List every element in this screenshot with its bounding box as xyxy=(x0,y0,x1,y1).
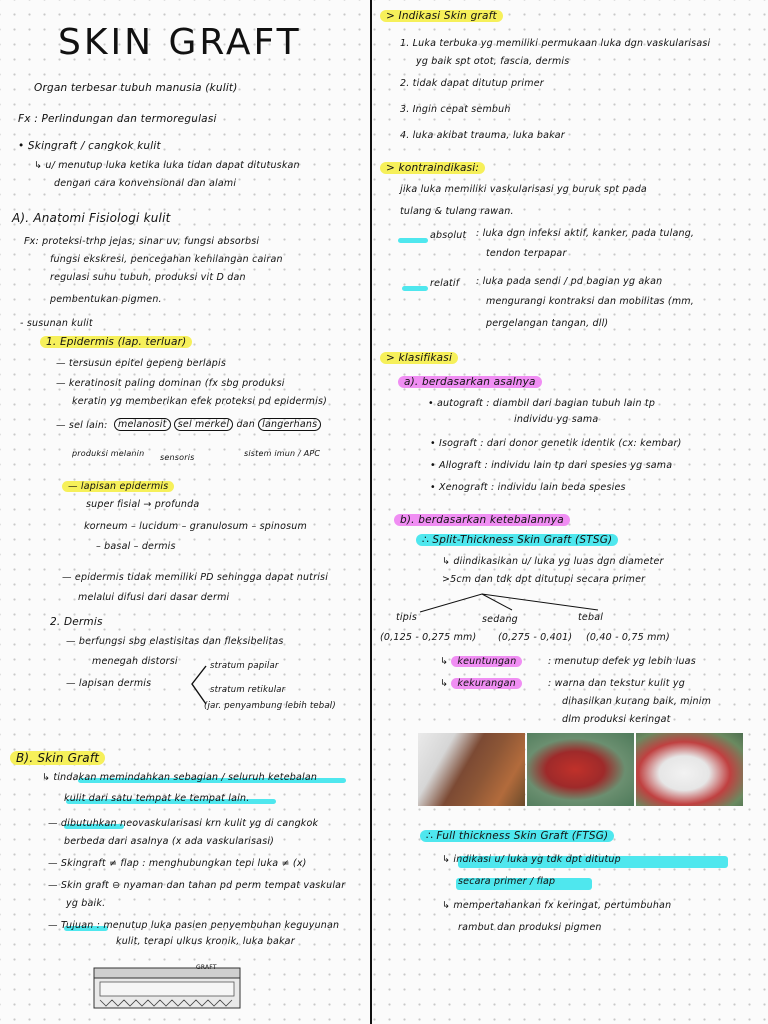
relatif-line: : luka pada sendi / pd bagian yg akan xyxy=(476,276,663,287)
skin-graft-photos xyxy=(418,733,743,806)
lapisan-heading xyxy=(62,481,174,493)
fx-line: Fx: proteksi-trhp jejas, sinar uv, fungsi absorbsi xyxy=(24,236,260,247)
skin-graft-line: kulit dari satu tempat ke tempat lain. xyxy=(64,793,250,804)
kekurangan-row: ↳ kekurangan xyxy=(440,678,522,690)
section-b-heading-text: B). Skin Graft xyxy=(10,751,105,765)
relatif-label: relatif xyxy=(430,278,460,289)
intro-line: Organ terbesar tubuh manusia (kulit) xyxy=(34,82,238,94)
fx-line: fungsi ekskresi, pencegahan kehilangan cairan xyxy=(50,254,283,265)
intro-line: ↳ u/ menutup luka ketika luka tidan dapat ditutuskan xyxy=(34,160,300,171)
skin-graft-line: — Skingraft ≠ flap : menghubungkan tepi luka ≠ (x) xyxy=(48,858,307,869)
dermis-layer: stratum retikular xyxy=(210,685,286,695)
skin-graft-mesher-illustration xyxy=(92,962,242,1014)
dermis-layer: (jar. penyambung lebih tebal) xyxy=(204,701,336,711)
indikasi-item: 2. tidak dapat ditutup primer xyxy=(400,78,544,89)
fx-line: pembentukan pigmen. xyxy=(50,294,162,305)
susunan-label: - susunan kulit xyxy=(20,318,93,329)
skin-graft-line: yg baik. xyxy=(66,898,106,909)
stsg-heading xyxy=(416,534,618,546)
stsg-heading-text: ∴ Split-Thickness Skin Graft (STSG) xyxy=(416,534,618,546)
column-divider xyxy=(370,0,372,1024)
lapisan-line: – basal – dermis xyxy=(96,541,176,552)
intro-line: • Skingraft / cangkok kulit xyxy=(18,140,161,152)
indikasi-heading xyxy=(380,10,503,22)
cell-merkel: sel merkel xyxy=(174,418,233,431)
epidermis-heading xyxy=(40,336,192,348)
tebal-heading xyxy=(394,514,570,526)
graft-photo-applied xyxy=(636,733,743,806)
kontraindikasi-heading xyxy=(380,162,485,174)
cell-langerhans: langerhans xyxy=(258,418,321,431)
lapisan-line: super fisial → profunda xyxy=(86,499,200,510)
thickness-branch-lines xyxy=(412,588,612,614)
device-label: GRAFT xyxy=(196,964,217,971)
section-a-heading: A). Anatomi Fisiologi kulit xyxy=(12,211,171,225)
kontraindikasi-heading-text: > kontraindikasi: xyxy=(380,162,485,174)
graft-photo-wound xyxy=(527,733,634,806)
cells-joiner: dan xyxy=(236,419,255,430)
indikasi-heading-text: > Indikasi Skin graft xyxy=(380,10,503,22)
thickness-range: (0,40 - 0,75 mm) xyxy=(586,632,670,643)
absolut-line: tendon terpapar xyxy=(486,248,567,259)
epid-note-line: — epidermis tidak memiliki PD sehingga dapat nutrisi xyxy=(62,572,329,583)
thickness-name: sedang xyxy=(482,614,518,625)
epidermis-line: — tersusun epitel gepeng berlapis xyxy=(56,358,227,369)
ftsg-item: ↳ mempertahankan fx keringat, pertumbuhan xyxy=(442,900,672,911)
epid-note-line: melalui difusi dari dasar dermi xyxy=(78,592,230,603)
skin-graft-line: — Tujuan : menutup luka pasien penyembuhan keguyunan xyxy=(48,920,340,931)
highlight-bar xyxy=(402,286,428,291)
dermis-layer: stratum papilar xyxy=(210,661,279,671)
thickness-range: (0,125 - 0,275 mm) xyxy=(380,632,477,643)
thickness-name: tipis xyxy=(396,612,417,623)
intro-line: Fx : Perlindungan dan termoregulasi xyxy=(18,113,217,125)
kekurangan-text: dlm produksi keringat xyxy=(562,714,671,725)
thickness-name: tebal xyxy=(578,612,604,623)
ftsg-item: rambut dan produksi pigmen xyxy=(458,922,602,933)
graft-photo-harvest xyxy=(418,733,525,806)
skin-graft-line: — Skin graft ⊖ nyaman dan tahan pd perm tempat vaskular xyxy=(48,880,346,891)
absolut-line: : luka dgn infeksi aktif, kanker, pada tulang, xyxy=(476,228,695,239)
lapisan-heading-text: — lapisan epidermis xyxy=(62,481,174,492)
fx-line: regulasi suhu tubuh, produksi vit D dan xyxy=(50,272,246,283)
skin-graft-line: berbeda dari asalnya (x ada vaskularisasi) xyxy=(64,836,275,847)
section-b-heading xyxy=(10,752,105,764)
ftsg-heading-text: ∴ Full thickness Skin Graft (FTSG) xyxy=(420,830,614,842)
absolut-label: absolut xyxy=(430,230,467,241)
kontraindikasi-line: tulang & tulang rawan. xyxy=(400,206,514,217)
indikasi-item: yg baik spt otot, fascia, dermis xyxy=(416,56,570,67)
ftsg-item: ↳ indikasi u/ luka yg tdk dpt ditutup xyxy=(442,854,621,865)
cell-note: sensoris xyxy=(160,453,195,462)
tebal-heading-text: b). berdasarkan ketebalannya xyxy=(394,514,570,526)
lapisan-line: korneum – lucidum – granulosum – spinosum xyxy=(84,521,307,532)
klasifikasi-heading-text: > klasifikasi xyxy=(380,352,458,364)
intro-line: dengan cara konvensional dan alami xyxy=(54,178,237,189)
asal-heading xyxy=(398,376,542,388)
klasifikasi-heading xyxy=(380,352,458,364)
kontraindikasi-line: jika luka memiliki vaskularisasi yg buruk spt pada xyxy=(400,184,647,195)
epidermis-line: — keratinosit paling dominan (fx sbg produksi xyxy=(56,378,285,389)
skin-graft-line: ↳ tindakan memindahkan sebagian / seluruh ketebalan xyxy=(42,772,318,783)
stsg-item: >5cm dan tdk dpt ditutupi secara primer xyxy=(442,574,646,585)
indikasi-item: 1. Luka terbuka yg memiliki permukaan luka dgn vaskularisasi xyxy=(400,38,711,49)
asal-item: • autograft : diambil dari bagian tubuh lain tp xyxy=(428,398,656,409)
stsg-item: ↳ diindikasikan u/ luka yg luas dgn diameter xyxy=(442,556,664,567)
keuntungan-row: ↳ keuntungan xyxy=(440,656,522,668)
relatif-line: mengurangi kontraksi dan mobilitas (mm, xyxy=(486,296,694,307)
thickness-range: (0,275 - 0,401) xyxy=(498,632,573,643)
epidermis-line: keratin yg memberikan efek proteksi pd epidermis) xyxy=(72,396,327,407)
highlight-bar xyxy=(398,238,428,243)
asal-item: individu yg sama xyxy=(514,414,599,425)
indikasi-item: 4. luka akibat trauma, luka bakar xyxy=(400,130,565,141)
kekurangan-text: dihasilkan kurang baik, minim xyxy=(562,696,712,707)
indikasi-item: 3. Ingin cepat sembuh xyxy=(400,104,511,115)
epidermis-heading-text: 1. Epidermis (lap. terluar) xyxy=(40,336,192,348)
kekurangan-label: kekurangan xyxy=(451,678,522,689)
asal-item: • Allograft : individu lain tp dari spesies yg sama xyxy=(430,460,673,471)
asal-item: • Isograft : dari donor genetik identik (cx: kembar) xyxy=(430,438,682,449)
keuntungan-label: keuntungan xyxy=(451,656,522,667)
keuntungan-text: : menutup defek yg lebih luas xyxy=(548,656,696,667)
asal-heading-text: a). berdasarkan asalnya xyxy=(398,376,542,388)
skin-graft-line: kulit, terapi ulkus kronik, luka bakar xyxy=(116,936,295,947)
dermis-heading: 2. Dermis xyxy=(50,616,103,628)
cell-note: produksi melanin xyxy=(72,449,145,458)
kekurangan-text: : warna dan tekstur kulit yg xyxy=(548,678,685,689)
relatif-line: pergelangan tangan, dll) xyxy=(486,318,609,329)
cell-types xyxy=(114,419,321,431)
ftsg-heading xyxy=(420,830,614,842)
dermis-line: menegah distorsi xyxy=(92,656,178,667)
ftsg-item: secara primer / flap xyxy=(458,876,556,887)
skin-graft-line: — dibutuhkan neovaskularisasi krn kulit yg di cangkok xyxy=(48,818,319,829)
dermis-line: — berfungsi sbg elastisitas dan fleksibelitas xyxy=(66,636,284,647)
asal-item: • Xenograft : individu lain beda spesies xyxy=(430,482,626,493)
cell-note: sistem imun / APC xyxy=(244,449,321,458)
cell-melanosit: melanosit xyxy=(114,418,171,431)
dermis-line: — lapisan dermis xyxy=(66,678,152,689)
epidermis-line: — sel lain: xyxy=(56,420,108,431)
page-title: SKIN GRAFT xyxy=(58,22,302,63)
